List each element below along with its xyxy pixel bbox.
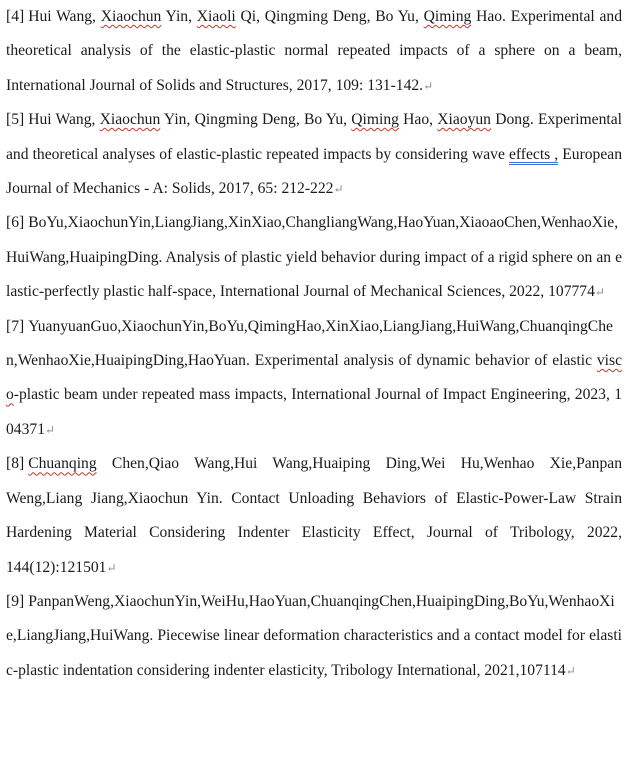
spellcheck-word: Qiming	[351, 111, 399, 129]
reference-number: [6]	[6, 214, 25, 232]
spellcheck-word: Xiaoli	[196, 8, 236, 25]
reference-5: [5] Hui Wang, Xiaochun Yin, Qingming Deng, Bo Yu, Qiming Hao, Xiaoyun Dong. Experimental and theoretical analyses of elastic-plastic repeated impacts by considering wave effects , European Journal of Mechanics - A: Solids, 2017, 65: 212-222↵	[6, 111, 622, 198]
grammar-check-word: effects ,	[508, 145, 559, 163]
reference-number: [9]	[6, 592, 25, 610]
reference-number: [7]	[6, 317, 25, 335]
spellcheck-word: Xiaochun	[99, 111, 161, 129]
paragraph-mark-icon: ↵	[423, 78, 434, 93]
paragraph-mark-icon: ↵	[106, 560, 117, 575]
paragraph-mark-icon: ↵	[565, 663, 576, 678]
spellcheck-word: Xiaochun	[100, 8, 162, 25]
reference-8: [8] Chuanqing Chen,Qiao Wang,Hui Wang,Huaiping Ding,Wei Hu,Wenhao Xie,Panpan Weng,Liang Jiang,Xiaochun Yin. Contact Unloading Behaviors of Elastic-Power-Law Strain Hardening Material Considering Indenter Elasticity Effect, Journal of Tribology, 2022, 144(12):121501↵	[6, 455, 622, 576]
paragraph-mark-icon: ↵	[44, 422, 56, 437]
spellcheck-word: Xiaoyun	[437, 111, 491, 129]
reference-7: [7] YuanyuanGuo,XiaochunYin,BoYu,QimingHao,XinXiao,LiangJiang,HuiWang,ChuanqingChen,WenhaoXie,HuaipingDing,HaoYuan. Experimental analysis of dynamic behavior of elastic visco-plastic beam under repeated mass impacts, International Journal of Impact Engineering, 2023, 104371↵	[6, 317, 622, 438]
paragraph-mark-icon: ↵	[594, 285, 605, 300]
reference-6: [6] BoYu,XiaochunYin,LiangJiang,XinXiao,ChangliangWang,HaoYuan,XiaoaoChen,WenhaoXie,HuiWang,HuaipingDing. Analysis of plastic yield behavior during impact of a rigid sphere on an elastic-perfectly plastic half-space, International Journal of Mechanical Sciences, 2022, 107774↵	[6, 214, 622, 301]
spellcheck-word: visco	[6, 352, 622, 404]
reference-number: [5]	[6, 111, 25, 129]
spellcheck-word: Chuanqing	[28, 455, 97, 473]
spellcheck-word: Qiming	[423, 8, 472, 25]
reference-number: [8]	[6, 455, 25, 473]
reference-number: [4]	[6, 8, 25, 25]
paragraph-mark-icon: ↵	[333, 182, 344, 197]
reference-4: [4] Hui Wang, Xiaochun Yin, Xiaoli Qi, Qingming Deng, Bo Yu, Qiming Hao. Experimental and theoretical analysis of the elastic-plastic normal repeated impacts of a sphere on a beam, International Journal of Solids and Structures, 2017, 109: 131-142.↵	[6, 8, 623, 94]
reference-9: [9] PanpanWeng,XiaochunYin,WeiHu,HaoYuan,ChuanqingChen,HuaipingDing,BoYu,WenhaoXie,LiangJiang,HuiWang. Piecewise linear deformation characteristics and a contact model for elastic-plastic indentation considering indenter elasticity, Tribology International, 2021,107114↵	[6, 592, 622, 679]
